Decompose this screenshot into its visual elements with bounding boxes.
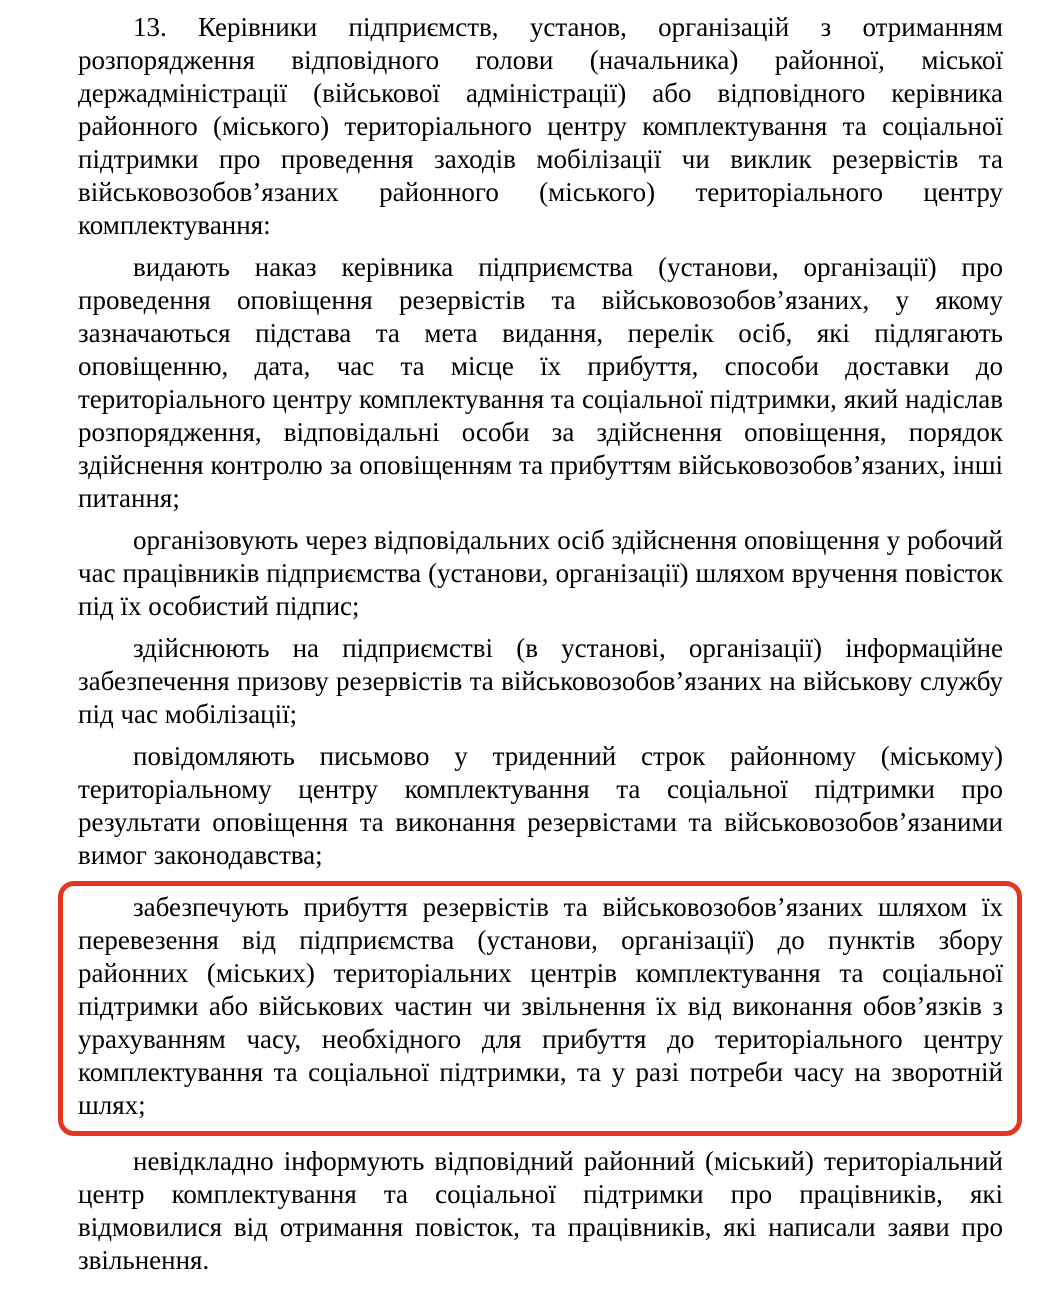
paragraph-ensure-arrival: забезпечують прибуття резервістів та військовозобов’язаних шляхом їх перевезення від підприємства (установи, організації) до пунктів збору районних (міських) територіальних центрів комплектування та соціальної підтримки або військових частин чи звільнення їх від виконання обов’язків з урахуванням часу, необхідного для прибуття до територіального центру комплектування та соціальної підтримки, та у разі потреби часу на зворотній шлях;	[78, 892, 1003, 1120]
paragraph-report-in-writing: повідомляють письмово у триденний строк районному (міському) територіальному центру комплектування та соціальної підтримки про результати оповіщення та виконання резервістами та військовозобов’язаними вимог законодавства;	[78, 741, 1003, 870]
paragraph-issue-order: видають наказ керівника підприємства (установи, організації) про проведення оповіщення резервістів та військовозобов’язаних, у якому зазначаються підстава та мета видання, перелік осіб, які підлягають оповіщенню, дата, час та місце їх прибуття, способи доставки до територіального центру комплектування та соціальної підтримки, який надіслав розпорядження, відповідальні особи за здійснення оповіщення, порядок здійснення контролю за оповіщенням та прибуттям військовозобов’язаних, інші питання;	[78, 252, 1003, 513]
highlight-box	[58, 881, 1022, 1136]
paragraph-information-support: здійснюють на підприємстві (в установі, організації) інформаційне забезпечення призову резервістів та військовозобов’язаних на військову службу під час мобілізації;	[78, 633, 1003, 729]
paragraph-immediately-inform: невідкладно інформують відповідний районний (міський) територіальний центр комплектування та соціальної підтримки про працівників, які відмовилися від отримання повісток, та працівників, які написали заяви про звільнення.	[78, 1146, 1003, 1275]
paragraph-13-heads-of-enterprises: 13. Керівники підприємств, установ, організацій з отриманням розпорядження відповідного голови (начальника) районної, міської держадміністрації (військової адміністрації) або відповідного керівника районного (міського) територіального центру комплектування та соціальної підтримки про проведення заходів мобілізації чи виклик резервістів та військовозобов’язаних районного (міського) територіального центру комплектування:	[78, 12, 1003, 240]
paragraph-organize-notification: організовують через відповідальних осіб здійснення оповіщення у робочий час працівників підприємства (установи, організації) шляхом вручення повісток під їх особистий підпис;	[78, 525, 1003, 621]
